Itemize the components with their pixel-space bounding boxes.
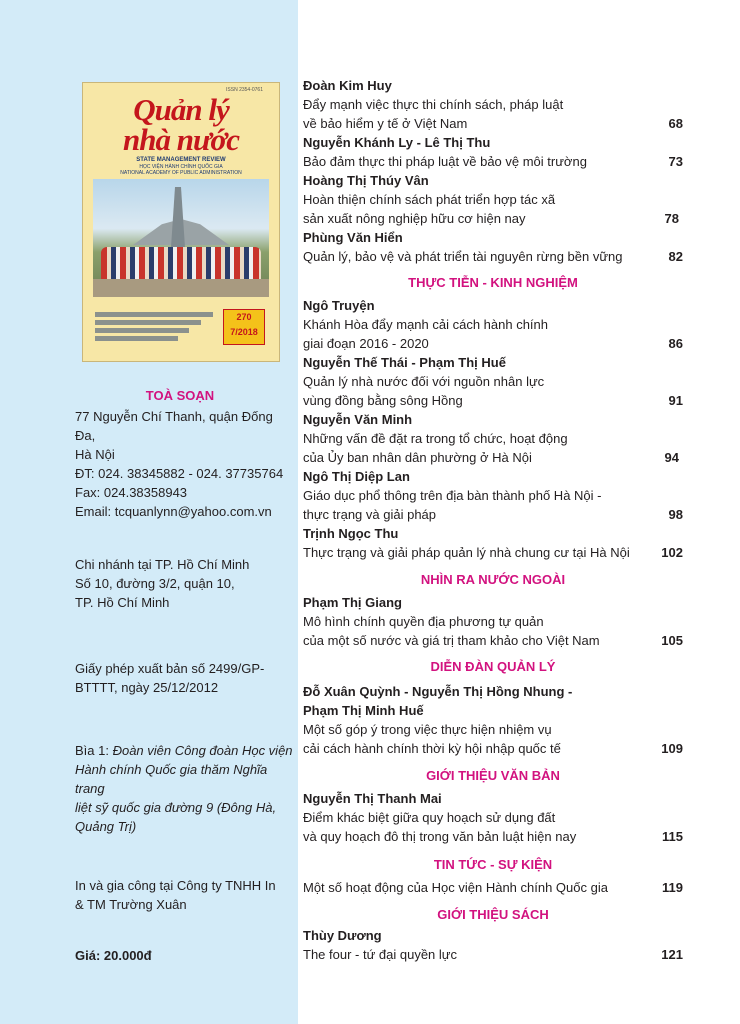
address-line-1: 77 Nguyễn Chí Thanh, quận Đống Đa, — [75, 409, 273, 443]
toc-title-line: về bảo hiểm y tế ở Việt Nam — [303, 116, 468, 131]
address-line-2: Hà Nội — [75, 447, 115, 462]
toc-title-line: giai đoạn 2016 - 2020 — [303, 336, 429, 351]
toc-page-number: 82 — [668, 249, 683, 264]
toc-title-line: Giáo dục phổ thông trên địa bàn thành phố Hà Nội - — [303, 488, 602, 503]
toc-title-line: Hoàn thiện chính sách phát triển hợp tác xã — [303, 192, 556, 207]
section-heading: DIỄN ĐÀN QUẢN LÝ — [430, 659, 556, 674]
toc-author: Phạm Thị Giang — [303, 595, 402, 610]
toc-page-number: 109 — [661, 741, 683, 756]
toc-title-line: Bảo đảm thực thi pháp luật về bảo vệ môi trường — [303, 154, 587, 169]
branch-line-1: Chi nhánh tại TP. Hồ Chí Minh — [75, 557, 250, 572]
printer-line-2: & TM Trường Xuân — [75, 897, 187, 912]
printer-line-1: In và gia công tại Công ty TNHH In — [75, 878, 276, 893]
toc-entry — [303, 879, 683, 897]
toc-page-number: 68 — [668, 116, 683, 131]
magazine-cover-image — [82, 82, 280, 362]
toc-page-number: 105 — [661, 633, 683, 648]
section-heading: THỰC TIỄN - KINH NGHIỆM — [408, 275, 578, 290]
toc-title-line: Đẩy mạnh việc thực thi chính sách, pháp luật — [303, 97, 564, 112]
toc-entry — [303, 392, 683, 410]
photo-ground — [93, 279, 269, 297]
toc-author: Ngô Truyện — [303, 298, 375, 313]
toc-entry — [303, 740, 683, 758]
branch-info — [75, 555, 295, 612]
toc-author: Phùng Văn Hiển — [303, 230, 403, 245]
toc-entry — [303, 828, 683, 846]
cover-subtitle-en: STATE MANAGEMENT REVIEW — [136, 157, 226, 163]
toc-author: Nguyễn Văn Minh — [303, 412, 413, 427]
cover-subtitle-en2-line: NATIONAL ACADEMY OF PUBLIC ADMINISTRATION — [120, 170, 242, 176]
toc-title-line: Một số hoạt động của Học viện Hành chính Quốc gia — [303, 880, 608, 895]
cover-title-line1: Quản lý — [133, 92, 229, 127]
toc-author: Nguyễn Thế Thái - Phạm Thị Huế — [303, 355, 506, 370]
toc-title-line: của một số nước và giá trị tham khảo cho Việt Nam — [303, 633, 600, 648]
group-photo-people — [101, 247, 261, 279]
printer-info — [75, 876, 295, 914]
toc-title-line: Một số góp ý trong việc thực hiện nhiệm vụ — [303, 722, 552, 737]
price: Giá: 20.000đ — [75, 948, 152, 963]
branch-line-2: Số 10, đường 3/2, quận 10, — [75, 576, 235, 591]
toc-title-line: Quản lý nhà nước đối với nguồn nhân lực — [303, 374, 545, 389]
toc-page-number: 91 — [668, 393, 683, 408]
toc-author: Phạm Thị Minh Huế — [303, 703, 424, 718]
toc-author: Đỗ Xuân Quỳnh - Nguyễn Thị Hồng Nhung - — [303, 684, 573, 699]
toc-page-number: 115 — [662, 829, 683, 844]
toc-author: Thùy Dương — [303, 928, 382, 943]
toc-author: Nguyễn Khánh Ly - Lê Thị Thu — [303, 135, 491, 150]
toc-entry — [303, 210, 683, 228]
cover-subtitle-vn — [83, 164, 279, 176]
cover-highlight-lines — [95, 309, 213, 344]
toc-entry — [303, 544, 683, 562]
phone-number: ĐT: 024. 38345882 - 024. 37735764 — [75, 466, 284, 481]
toc-entry — [303, 335, 683, 353]
cover-caption-prefix: Bìa 1: — [75, 743, 113, 758]
toc-page-number: 86 — [668, 336, 683, 351]
office-title: TOÀ SOẠN — [145, 388, 215, 403]
license-line-2: BTTTT, ngày 25/12/2012 — [75, 680, 219, 695]
toc-author: Ngô Thị Diệp Lan — [303, 469, 410, 484]
toc-title-line: Quản lý, bảo vệ và phát triển tài nguyên rừng bền vững — [303, 249, 623, 264]
toc-entry — [303, 153, 683, 171]
toc-title-line: vùng đồng bằng sông Hồng — [303, 393, 463, 408]
toc-entry — [303, 449, 683, 467]
cover-issn: ISSN 2354-0761 — [226, 87, 263, 93]
toc-author: Đoàn Kim Huy — [303, 78, 392, 93]
toc-title-line: của Ủy ban nhân dân phường ở Hà Nội — [303, 450, 532, 465]
toc-title-line: sản xuất nông nghiệp hữu cơ hiện nay — [303, 211, 526, 226]
cover-caption-line-4: Quảng Trị) — [75, 819, 137, 834]
toc-page-number: 121 — [661, 947, 683, 962]
toc-entry — [303, 632, 683, 650]
toc-title-line: Thực trạng và giải pháp quản lý nhà chung cư tại Hà Nội — [303, 545, 630, 560]
toc-page-number: 78 — [664, 211, 679, 226]
toc-title-line: Những vấn đề đặt ra trong tổ chức, hoạt động — [303, 431, 568, 446]
cover-caption — [75, 741, 295, 836]
fax-number: Fax: 024.38358943 — [75, 485, 188, 500]
license-info — [75, 659, 295, 697]
cover-photo — [93, 179, 269, 297]
toc-title-line: thực trạng và giải pháp — [303, 507, 437, 522]
cover-caption-line-3: liệt sỹ quốc gia đường 9 (Đông Hà, — [75, 800, 277, 815]
toc-entry — [303, 506, 683, 524]
cover-issue-date: 7/2018 — [230, 327, 258, 337]
toc-page-number: 94 — [664, 450, 679, 465]
cover-title — [83, 92, 279, 157]
toc-entry — [303, 248, 683, 266]
email-address: Email: tcquanlynn@yahoo.com.vn — [75, 504, 272, 519]
toc-page-number: 102 — [661, 545, 683, 560]
toc-title-line: Khánh Hòa đẩy mạnh cải cách hành chính — [303, 317, 549, 332]
branch-line-3: TP. Hồ Chí Minh — [75, 595, 170, 610]
toc-title-line: và quy hoạch đô thị trong văn bản luật hiện nay — [303, 829, 577, 844]
toc-entry — [303, 115, 683, 133]
toc-author: Trịnh Ngọc Thu — [303, 526, 399, 541]
toc-entry — [303, 946, 683, 964]
toc-page-number: 73 — [668, 154, 683, 169]
toc-title-line: cải cách hành chính thời kỳ hội nhập quốc tế — [303, 741, 561, 756]
toc-title-line: Điểm khác biệt giữa quy hoạch sử dụng đất — [303, 810, 556, 825]
toc-author: Nguyễn Thị Thanh Mai — [303, 791, 442, 806]
cover-subtitle-vn-line: HỌC VIỆN HÀNH CHÍNH QUỐC GIA — [139, 164, 223, 170]
cover-title-line2: nhà nước — [123, 122, 239, 157]
toc-page-number: 119 — [662, 880, 683, 895]
office-info — [75, 407, 295, 521]
section-heading: GIỚI THIỆU SÁCH — [437, 907, 549, 922]
toc-title-line: Mô hình chính quyền địa phương tự quản — [303, 614, 544, 629]
license-line-1: Giấy phép xuất bản số 2499/GP- — [75, 661, 265, 676]
section-heading: NHÌN RA NƯỚC NGOÀI — [420, 572, 566, 587]
toc-page-number: 98 — [668, 507, 683, 522]
cover-caption-line-1 — [75, 741, 295, 760]
section-heading: TIN TỨC - SỰ KIỆN — [433, 857, 553, 872]
cover-issue-badge — [223, 309, 265, 345]
toc-author: Hoàng Thị Thúy Vân — [303, 173, 429, 188]
cover-caption-text-1: Đoàn viên Công đoàn Học viện — [112, 743, 293, 758]
section-heading: GIỚI THIỆU VĂN BẢN — [426, 768, 560, 783]
cover-caption-line-2: Hành chính Quốc gia thăm Nghĩa trang — [75, 762, 268, 796]
toc-title-line: The four - tứ đại quyền lực — [303, 947, 457, 962]
cover-issue-number: 270 — [236, 312, 252, 322]
